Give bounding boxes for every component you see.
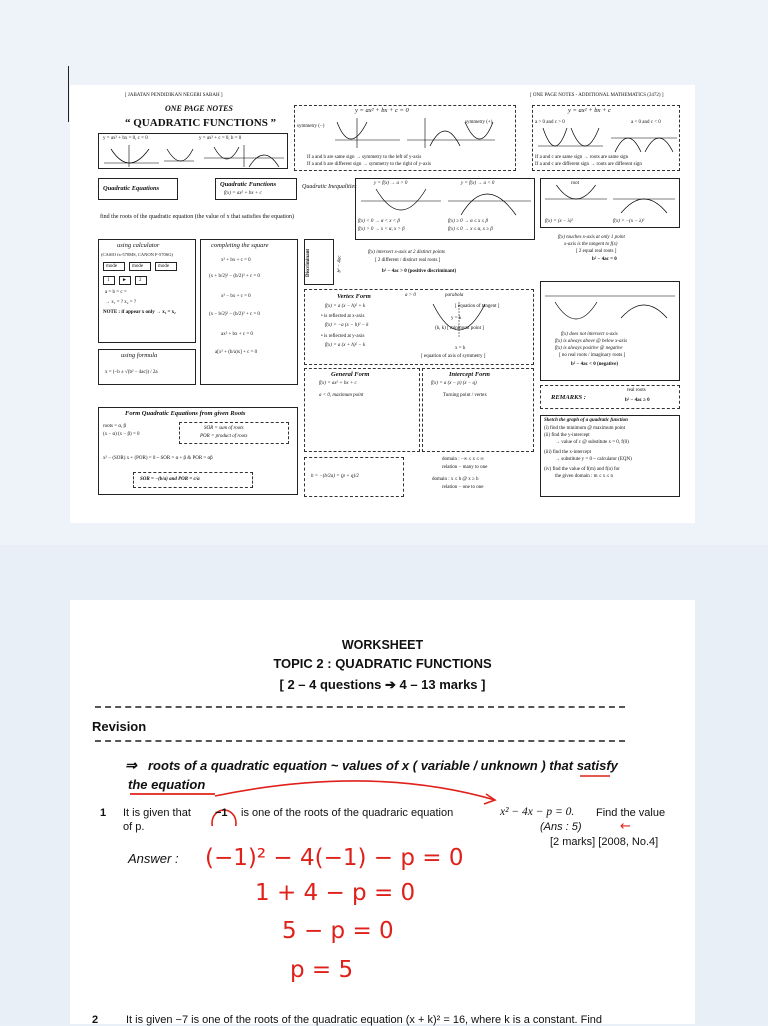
intercept-form-box [422, 368, 534, 452]
work-line-2: 1 + 4 − p = 0 [255, 880, 416, 906]
touch-eq-1: f(x) = (x − λ)² [545, 219, 573, 224]
form-roots-title: Form Quadratic Equations from given Roots [125, 410, 246, 417]
notes-subtitle: “ QUADRATIC FUNCTIONS ” [125, 117, 277, 129]
no-intersect-graphs [541, 284, 679, 324]
question-1-answer-hint: (Ans : 5) [540, 821, 582, 833]
ineq-lt: f(x) < 0 → α < x < β [358, 219, 400, 224]
inequality-graphs [356, 187, 534, 217]
key-arrow: ► [122, 278, 127, 283]
key-concept-line2: the equation [128, 777, 206, 792]
no-int-c: f(x) is always positive @ negative [555, 346, 623, 351]
eq-c-zero: y = ax² + bx = 0, c = 0 [103, 136, 148, 141]
question-1-equation: x² − 4x − p = 0. [500, 806, 575, 818]
qf-equation: f(x) = ax² + bx + c [224, 191, 262, 196]
cts-line-2: (x + b/2)² − (b/2)² + c = 0 [209, 274, 260, 279]
vertex-title: Vertex Form [337, 293, 371, 300]
question-1-number: 1 [100, 807, 107, 819]
roots-sign-equation: y = ax² + bx + c [568, 107, 611, 114]
formula-box [98, 349, 196, 385]
key-mode-2: mode [132, 264, 144, 269]
form-from-roots-box [98, 407, 298, 495]
roots-equation: (x − α) (x − β) = 0 [103, 432, 140, 437]
y-equals-k: y = k [451, 316, 462, 321]
sketch-step-1: (i) find the minimum @ maximum point [544, 426, 625, 431]
notes-page [70, 85, 695, 523]
remarks-label: REMARKS : [551, 394, 586, 401]
cond-positive: a > 0 and c > 0 [535, 120, 565, 125]
question-2-number: 2 [92, 1014, 99, 1026]
cts-title: completing the square [211, 242, 269, 249]
roots-sign-graphs [533, 124, 679, 154]
find-roots-note: find the roots of the quadratic equation (the value of x that satisfies the equation) [100, 214, 294, 220]
ineq-gt: f(x) > 0 → x < α, x > β [358, 227, 405, 232]
same-sign-left: If a and b are same sign → symmetry to the left of y-axis [307, 155, 422, 160]
cts-line-5: ax² + bx + c = 0 [221, 332, 253, 337]
worksheet-page [70, 600, 695, 1024]
no-int-b: f(x) is always above @ below x-axis [555, 339, 628, 344]
min-point-label: (h, k) [ minimum point ] [435, 326, 484, 331]
no-int-e: b² − 4ac < 0 (negative) [571, 362, 619, 367]
topic-heading: TOPIC 2 : QUADRATIC FUNCTIONS [273, 656, 492, 671]
header-right: [ ONE PAGE NOTES - ADDITIONAL MATHEMATICS (3472) ] [530, 93, 664, 98]
cond-negative: a < 0 and c < 0 [631, 120, 661, 125]
vertex-equation: f(x) = a (x − h)² + k [325, 304, 366, 309]
sketch-step-4: (iv) find the value of f(m) and f(n) for [544, 467, 620, 472]
divider-bottom [95, 740, 625, 745]
ineq-a-negative: y = f(x) → a < 0 [461, 181, 495, 186]
symmetry-minus-label: symmetry (−) [297, 124, 325, 129]
calculator-title: using calculator [117, 242, 160, 249]
questions-heading: [ 2 – 4 questions ➔ 4 – 13 marks ] [279, 677, 486, 692]
same-sign-right: If a and c are same sign → roots are same sign [535, 155, 629, 160]
vertex-a-condition: a > 0 [405, 293, 416, 298]
divider-top [95, 706, 625, 711]
touch-note-b: x-axis is the tangent to f(x) [564, 242, 618, 247]
key-1: 1 [107, 278, 110, 283]
roots-line: roots = α, β [103, 424, 126, 429]
sketch-title: Sketch the graph of a quadratic function [544, 418, 628, 423]
work-line-1: (−1)² − 4(−1) − p = 0 [205, 845, 464, 871]
qe-label: Quadratic Equations [103, 185, 160, 192]
x-equals-h: x = h [455, 346, 466, 351]
vertex-reflect-x: • is reflected at x-axis [321, 314, 365, 319]
notes-title: ONE PAGE NOTES [165, 104, 233, 113]
general-title: General Form [331, 371, 370, 378]
touch-graphs-box [540, 178, 680, 228]
sketch-steps-box [540, 415, 680, 497]
touch-note-c: [ 2 equal real roots ] [576, 249, 617, 254]
arrow-mark-icon: ← [620, 819, 631, 834]
vertex-reflect-y: • is reflected at y-axis [321, 334, 365, 339]
remarks-real-roots: real roots [627, 388, 646, 393]
arrow-icon: ⇒ [125, 757, 137, 773]
touch-eq-2: f(x) = −(x − λ)² [613, 219, 645, 224]
question-1-text-d: of p. [123, 821, 145, 833]
symmetry-equation: y = ax² + bx + c = 0 [355, 107, 409, 114]
ineq-a-positive: y = f(x) → a > 0 [374, 181, 408, 186]
symmetry-graphs [295, 116, 515, 150]
header-left: [ JABATAN PENDIDIKAN NEGERI SABAH ] [125, 93, 223, 98]
general-equation: f(x) = ax² + bx + c [319, 381, 357, 386]
tangent-label: [ equation of tangent ] [455, 304, 500, 309]
diff-sign-right: If a and c are different sign → roots are different sign [535, 162, 642, 167]
discriminant-expression: b² − 4ac [337, 255, 343, 273]
worksheet-heading: WORKSHEET [341, 638, 424, 652]
question-1-text-b: is one of the roots of the quadraric equation [241, 807, 454, 819]
question-1-text-a: It is given that [123, 807, 191, 819]
no-int-d: [ no real roots / imaginary roots ] [559, 353, 626, 358]
sketch-step-3b: → substitute y = 0 ~ calculator (EQN) [555, 457, 632, 462]
quadratic-equations-box [98, 178, 178, 200]
quadratic-formula: x = (−b ± √(b² − 4ac)) / 2a [105, 370, 158, 375]
symmetry-plus-label: symmetry (+) [465, 120, 493, 125]
sketch-step-3: (iii) find the x-intercept [544, 450, 592, 455]
top-left-graphs [98, 133, 288, 169]
qf-label: Quadratic Functions [220, 181, 277, 188]
quadratic-functions-box [215, 178, 297, 200]
intercept-equation: f(x) = a (x − p) (x − q) [431, 381, 477, 386]
question-1-marks: [2 marks] [2008, No.4] [550, 836, 659, 848]
cts-line-3: x² − bx + c = 0 [221, 294, 251, 299]
key-mode-3: mode [158, 264, 170, 269]
sor-por-formula: SOR = −(b/a) and POR = c/a [140, 477, 200, 482]
cts-line-6: a[x² + (b/a)x] + c = 0 [215, 350, 258, 355]
diff-sign-left: If a and b are different sign → symmetry to the right of y-axis [307, 162, 431, 167]
sor-por-equation: x² − (SOR) x + (POR) = 0 ~ SOR = α + β & POR = αβ [103, 456, 213, 461]
answer-label: Answer : [128, 851, 179, 866]
parabola-label: parabola [445, 293, 464, 298]
no-intersect-box [540, 281, 680, 381]
sor-definition: SOR = sum of roots [204, 426, 244, 431]
remarks-equation: b² − 4ac ≥ 0 [625, 398, 650, 403]
general-form-box [304, 368, 420, 452]
work-line-3: 5 − p = 0 [282, 918, 394, 944]
completing-square-box [200, 239, 298, 385]
por-definition: POR = product of roots [200, 434, 248, 439]
domain-b: relation − many to one [442, 465, 488, 470]
key-concept-line1: roots of a quadratic equation ~ values of x ( variable / unknown ) that satisfy [148, 758, 618, 773]
intercept-title: Intercept Form [449, 371, 490, 378]
question-2-text: It is given −7 is one of the roots of the quadratic equation (x + k)² = 16, where k is a constant. Find [126, 1014, 603, 1026]
domain-c: domain : x ≤ h @ x ≥ h [432, 477, 479, 482]
inequality-box [355, 178, 535, 240]
two-roots-c: b² − 4ac > 0 (positive discriminant) [382, 269, 457, 274]
sketch-step-2b: → value of c @ substitute x = 0, f(0) [555, 440, 629, 445]
sketch-step-2: (ii) find the y-intercept [544, 433, 590, 438]
key-mode-1: mode [106, 264, 118, 269]
ineq-ge: f(x) ≥ 0 → α ≤ x ≤ β [448, 219, 489, 224]
domain-d: relation − one to one [442, 485, 484, 490]
ineq-le: f(x) ≤ 0 → x ≤ α, x ≥ β [448, 227, 493, 232]
axis-symmetry-label: [ equation of axis of symmetry ] [421, 354, 486, 359]
work-line-4: p = 5 [290, 957, 354, 983]
discriminant-box [304, 239, 334, 285]
calculator-roots: → x₁ = ? x₂ = ? [105, 300, 137, 305]
h-formula: h = −(b/2a) = (p + q)/2 [311, 474, 359, 479]
touch-note-d: b² − 4ac = 0 [592, 257, 617, 262]
calculator-note: NOTE : if appear x only → x₁ = x₂ [103, 310, 176, 315]
turning-point-label: Turning point / vertex [443, 393, 487, 398]
eq-b-zero: y = ax² + c = 0, b = 0 [199, 136, 242, 141]
question-1-text-c: Find the value [596, 807, 666, 819]
two-roots-b: [ 2 different / distinct real roots ] [375, 258, 441, 263]
section-revision: Revision [92, 719, 147, 734]
general-max-point: a < 0, maximum point [319, 393, 364, 398]
domain-a: domain : −∞ ≤ x ≤ ∞ [442, 457, 484, 462]
key-2: 2 [139, 278, 142, 283]
question-1-root: −1 [215, 807, 228, 819]
roots-sign-box [532, 105, 680, 171]
formula-title: using formula [121, 352, 158, 359]
cts-line-4: (x − b/2)² − (b/2)² + c = 0 [209, 312, 260, 317]
touch-note-a: f(x) touches x-axis at only 1 point [558, 235, 625, 240]
vertex-reflected-x-eq: f(x) = −a (x − h)² − k [325, 323, 369, 328]
two-roots-a: f(x) intersect x-axis at 2 distinct points [368, 250, 445, 255]
no-int-a: f(x) does not intersect x-axis [561, 332, 618, 337]
calculator-models: (CASIO fx-570MS, CANON F-570SG) [101, 252, 174, 257]
vertex-reflected-y-eq: f(x) = a (x + h)² − k [325, 343, 366, 348]
sketch-step-4b: the given domain : m ≤ x ≤ n [555, 474, 613, 479]
touch-graphs [541, 185, 679, 215]
qi-label: Quadratic Inequalities [302, 184, 357, 190]
vertex-form-box [304, 289, 534, 365]
h-formula-box [304, 457, 404, 497]
small-parabola-graphs [99, 143, 287, 169]
calculator-abc: a = b = c = [105, 290, 127, 295]
remarks-box [540, 385, 680, 409]
root-label: root [571, 181, 580, 186]
symmetry-box [294, 105, 516, 171]
discriminant-label: Discriminant [306, 248, 312, 278]
cts-line-1: x² + bx + c = 0 [221, 258, 251, 263]
calculator-box [98, 239, 196, 343]
text-cursor-line [68, 66, 69, 122]
